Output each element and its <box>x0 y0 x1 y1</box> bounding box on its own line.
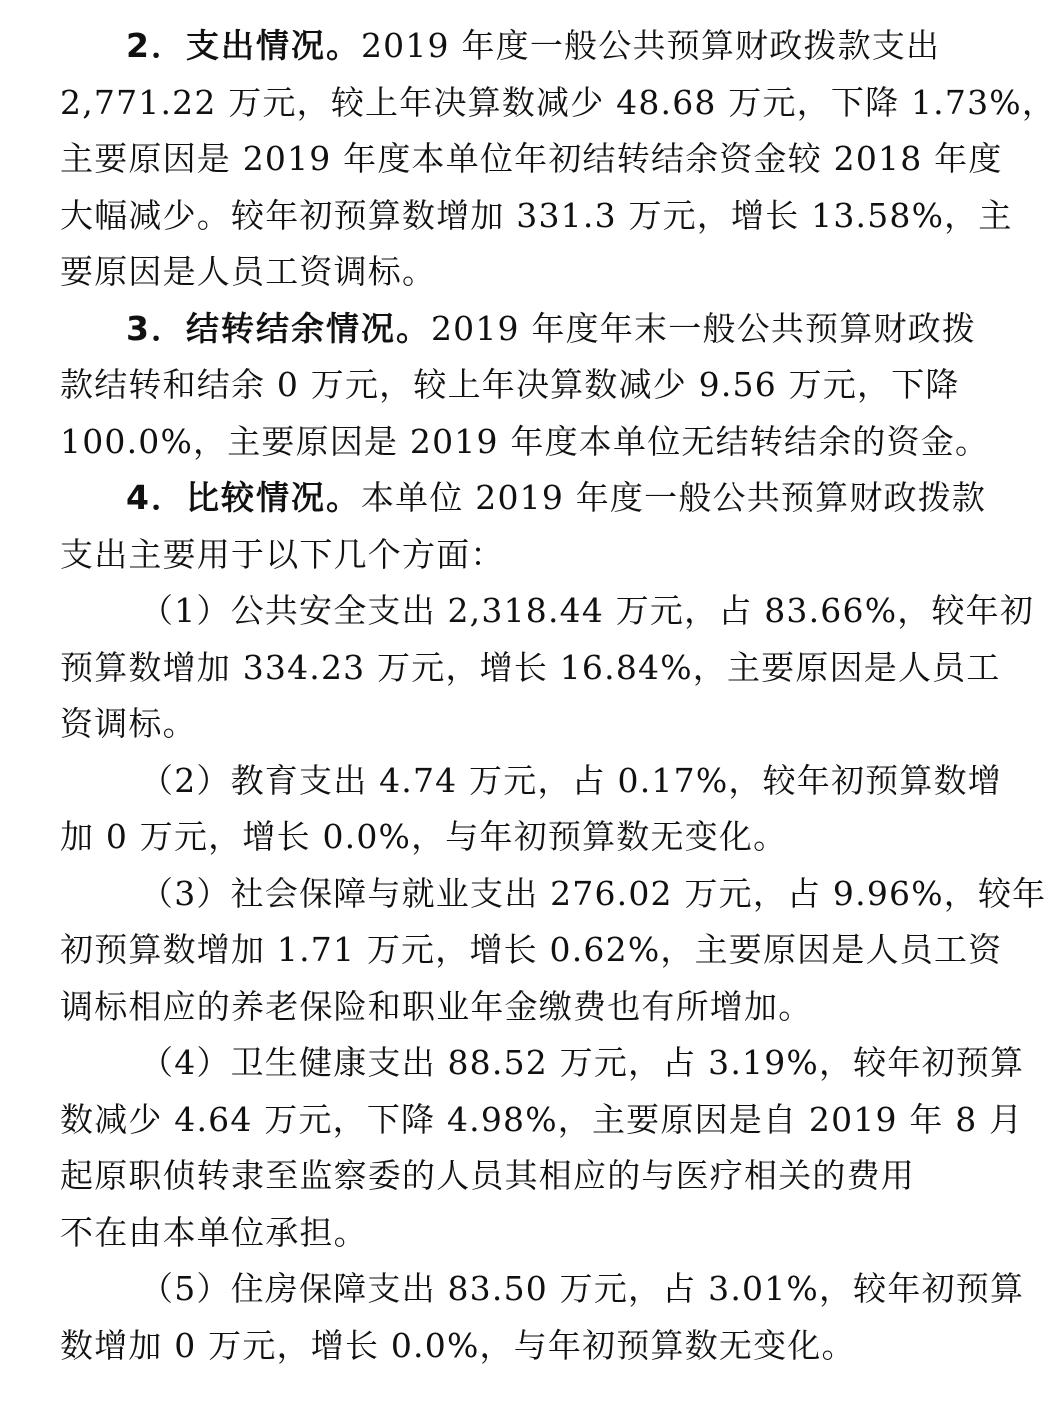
item3-line-2: 初预算数增加 1.71 万元，增长 0.62%，主要原因是人员工资 <box>60 930 1003 969</box>
item4-line-3: 起原职侦转隶至监察委的人员其相应的与医疗相关的费用 <box>60 1156 915 1195</box>
section2-line-5: 要原因是人员工资调标。 <box>60 252 437 291</box>
section2-line-1 <box>60 18 940 75</box>
item4-line-4: 不在由本单位承担。 <box>60 1212 368 1252</box>
item5-line-2: 数增加 0 万元，增长 0.0%，与年初预算数无变化。 <box>60 1325 856 1365</box>
item3-line-3: 调标相应的养老保险和职业年金缴费也有所增加。 <box>60 986 813 1026</box>
item1-line-3: 资调标。 <box>60 704 197 743</box>
item3-line-1: （3）社会保障与就业支出 276.02 万元，占 9.96%，较年 <box>140 873 1047 913</box>
section3-text-1: 2019 年度年末一般公共预算财政拨 <box>430 308 977 348</box>
item4-line-2: 数减少 4.64 万元，下降 4.98%，主要原因是自 2019 年 8 月 <box>60 1099 1024 1139</box>
item2-line-2: 加 0 万元，增长 0.0%，与年初预算数无变化。 <box>60 817 788 856</box>
item4-line-1: （4）卫生健康支出 88.52 万元，占 3.19%，较年初预算 <box>140 1043 1025 1082</box>
item1-line-1: （1）公共安全支出 2,318.44 万元，占 83.66%，较年初 <box>140 591 1035 630</box>
section2-heading: 2．支出情况。 <box>126 26 361 65</box>
section2-line-4: 大幅减少。较年初预算数增加 331.3 万元，增长 13.58%，主 <box>60 195 1013 235</box>
item5-line-1: （5）住房保障支出 83.50 万元，占 3.01%，较年初预算 <box>140 1269 1025 1308</box>
section3-line-1 <box>60 301 977 358</box>
section4-heading: 4．比较情况。 <box>126 478 361 517</box>
item1-line-2: 预算数增加 334.23 万元，增长 16.84%，主要原因是人员工 <box>60 647 1001 687</box>
section3-line-3: 100.0%，主要原因是 2019 年度本单位无结转结余的资金。 <box>60 421 990 461</box>
section4-line-2: 支出主要用于以下几个方面： <box>60 534 505 574</box>
section2-text-1: 2019 年度一般公共预算财政拨款支出 <box>360 26 941 65</box>
section3-line-2: 款结转和结余 0 万元，较上年决算数减少 9.56 万元，下降 <box>60 365 960 404</box>
section3-heading: 3．结转结余情况。 <box>126 308 431 348</box>
section2-line-2: 2,771.22 万元，较上年决算数减少 48.68 万元，下降 1.73%， <box>60 82 1056 122</box>
section4-line-1 <box>60 470 987 527</box>
section2-line-3: 主要原因是 2019 年度本单位年初结转结余资金较 2018 年度 <box>60 139 1003 178</box>
item2-line-1: （2）教育支出 4.74 万元，占 0.17%，较年初预算数增 <box>140 760 1002 800</box>
section4-text-1: 本单位 2019 年度一般公共预算财政拨款 <box>360 478 987 517</box>
document-page <box>60 18 1056 1374</box>
